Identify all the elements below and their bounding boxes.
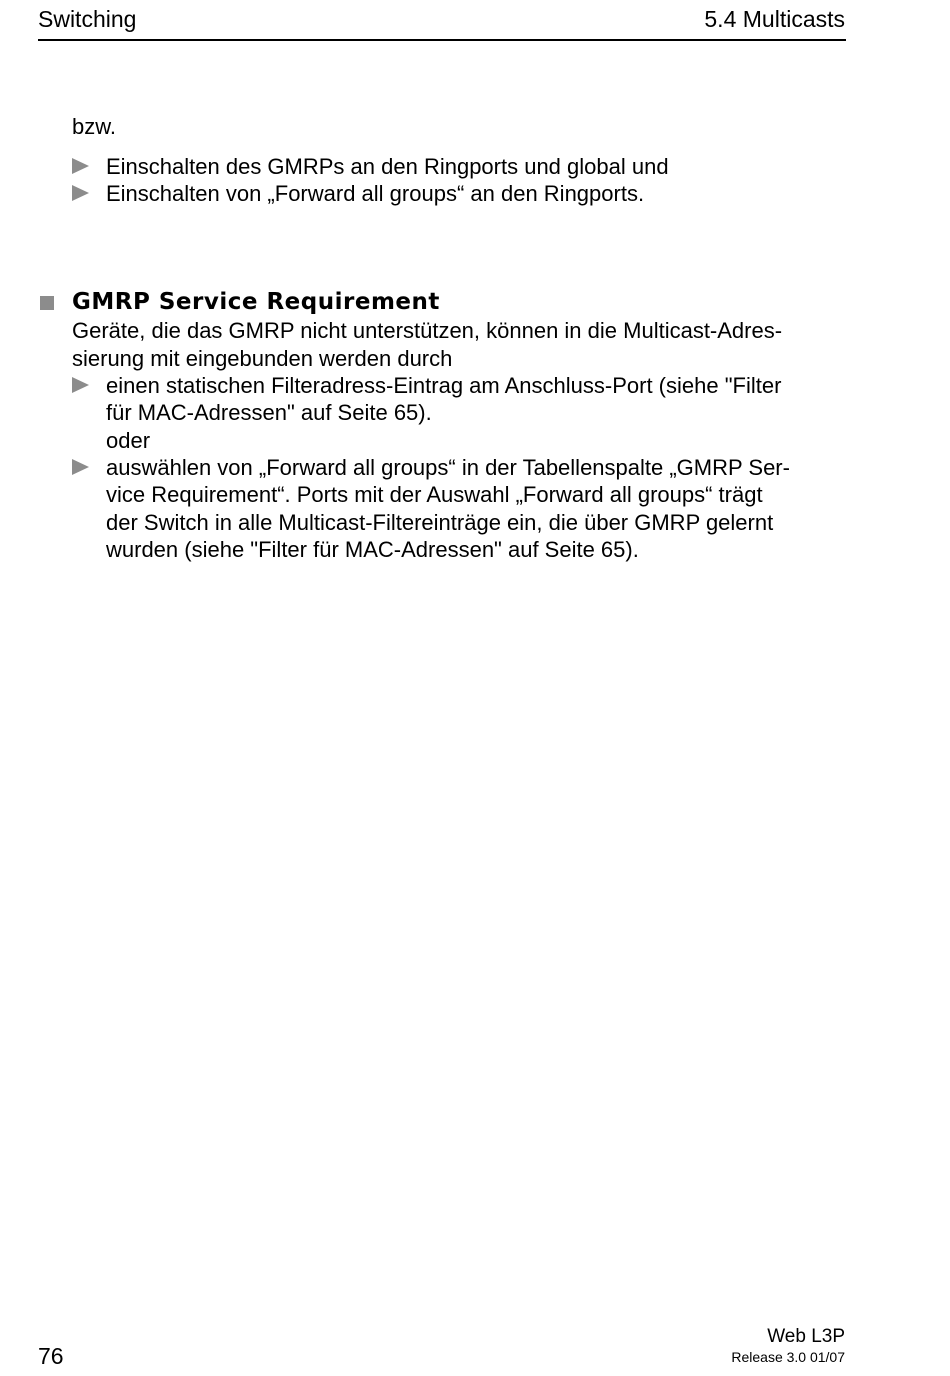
running-header-section: 5.4 Multicasts [704,6,845,32]
arrow-bullet-icon [72,185,89,201]
bullet-2-line: vice Requirement“. Ports mit der Auswahl „Forward all groups“ trägt [106,482,763,507]
arrow-bullet-icon [72,459,89,475]
bullet-2-line: der Switch in alle Multicast-Filtereinträge ein, die über GMRP gelernt [106,510,774,535]
arrow-bullet-icon [72,377,89,393]
bullet-1-line: für MAC-Adressen" auf Seite 65). [106,400,432,425]
section-heading: GMRP Service Requirement [72,289,440,315]
bullet-2-line: auswählen von „Forward all groups“ in der Tabellenspalte „GMRP Ser- [106,455,790,480]
bullet-1-line: einen statischen Filteradress-Eintrag am Anschluss-Port (siehe "Filter [106,373,782,398]
section-paragraph-line: Geräte, die das GMRP nicht unterstützen, können in die Multicast-Adres- [72,318,783,343]
section-paragraph-line: sierung mit eingebunden werden durch [72,346,453,371]
footer-product-name: Web L3P [767,1326,845,1347]
bullet-1-line-oder: oder [106,428,151,453]
intro-bullet-1: Einschalten des GMRPs an den Ringports und global und [106,154,669,179]
section-square-icon [40,296,54,310]
bullet-2-line: wurden (siehe "Filter für MAC-Adressen" auf Seite 65). [106,537,639,562]
page-number: 76 [38,1343,64,1369]
running-header-chapter: Switching [38,6,137,32]
header-rule [38,39,846,41]
intro-text-bzw: bzw. [72,114,117,139]
footer-release: Release 3.0 01/07 [731,1349,845,1365]
arrow-bullet-icon [72,158,89,174]
intro-bullet-2: Einschalten von „Forward all groups“ an den Ringports. [106,181,645,206]
